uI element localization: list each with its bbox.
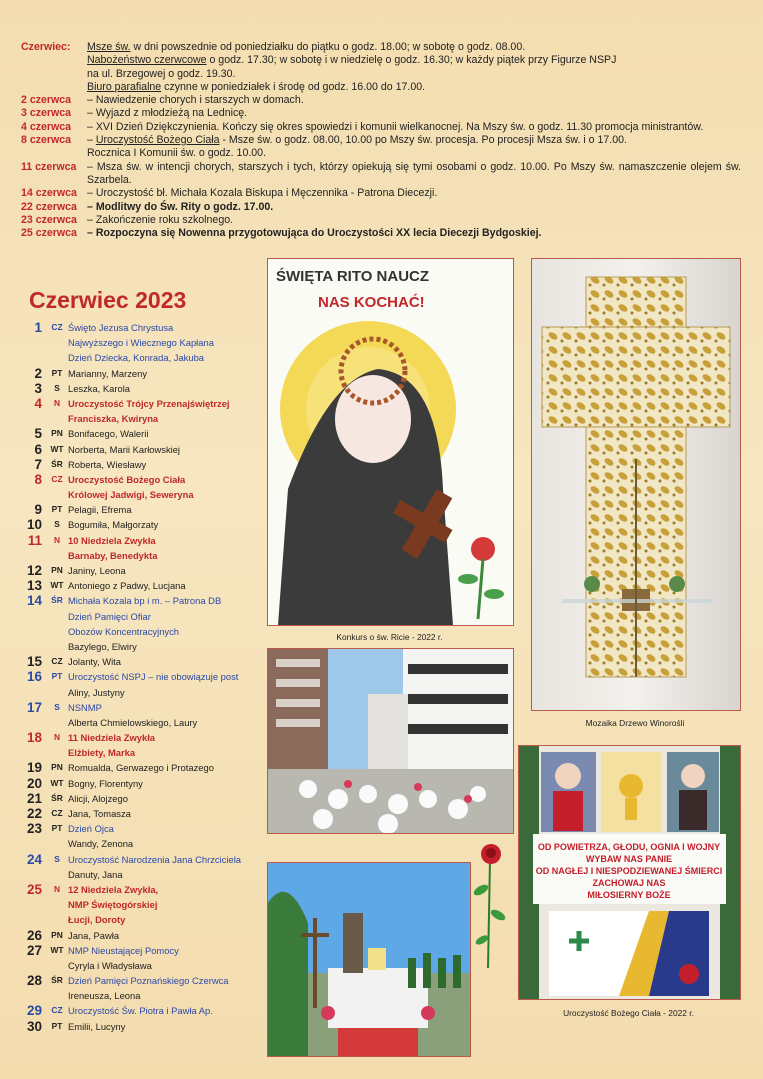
announcement-text [87, 201, 741, 214]
day-names [68, 396, 262, 426]
banner-line-4: ZACHOWAJ NAS [592, 878, 666, 888]
day-name-line: Jana, Tomasza [68, 808, 131, 819]
day-name-line: Alberta Chmielowskiego, Laury [68, 716, 198, 728]
day-names [68, 366, 262, 381]
day-number: 5 [34, 426, 42, 442]
altar-garden-photo [267, 862, 471, 1057]
announcement-date [21, 54, 87, 67]
day-number: 26 [26, 927, 42, 943]
day-name-line: Wandy, Zenona [68, 838, 134, 850]
banner-line-1: OD POWIETRZA, GŁODU, OGNIA I WOJNY [537, 842, 721, 852]
day-of-week: N [53, 883, 61, 894]
mosaic-photo [531, 258, 741, 711]
day-of-week: WT [50, 944, 64, 955]
day-of-week: S [54, 701, 60, 712]
day-number: 8 [34, 471, 42, 487]
day-names [68, 442, 262, 457]
day-name-line: 11 Niedziela Zwykła [68, 732, 156, 744]
day-of-week: PT [51, 671, 63, 682]
announcement-text-part: w dni powszednie od poniedziałku do piątku o godz. 18.00; w sobotę o godz. 08.00. [130, 41, 526, 53]
day-name-line: Uroczystość Św. Piotra i Pawła Ap. [68, 1005, 213, 1017]
day-number: 7 [34, 456, 42, 472]
announcement-text-part: – Modlitwy do Św. Rity o godz. 17.00. [87, 200, 274, 213]
day-number: 22 [26, 806, 42, 821]
announcement-text-part: Uroczystość Bożego Ciała [95, 134, 220, 147]
calendar-day [22, 928, 262, 943]
day-of-week: PN [51, 565, 63, 575]
day-number: 13 [26, 578, 42, 594]
day-name-line: NSNMP [68, 701, 102, 713]
day-name-line: Romualda, Gerwazego i Protazego [68, 762, 214, 774]
day-number: 17 [26, 699, 42, 715]
day-names [68, 806, 262, 821]
day-name-line: 10 Niedziela Zwykła [68, 534, 156, 546]
day-of-week: ŚR [51, 458, 63, 469]
day-number: 20 [26, 775, 42, 791]
day-name-line: Królowej Jadwigi, Seweryna [68, 489, 194, 501]
rita-drawing-photo [267, 258, 514, 626]
day-names [68, 973, 262, 1003]
day-of-week: S [54, 519, 60, 530]
announcement-date: 23 czerwca [21, 213, 77, 226]
day-name-line: Janiny, Leona [68, 565, 126, 576]
day-names [68, 882, 262, 928]
day-name-line: Cyryla i Władysława [68, 959, 152, 971]
calendar-day [22, 882, 262, 928]
rita-drawing-image [268, 259, 513, 625]
announcement-date [21, 147, 87, 160]
announcement-text [87, 54, 741, 67]
caption-corpus-christi: Uroczystość Bożego Ciała - 2022 r. [563, 1008, 694, 1018]
day-names [68, 730, 262, 760]
announcements [21, 41, 741, 240]
day-number: 25 [26, 881, 42, 897]
announcement-text [87, 94, 741, 107]
calendar-day [22, 381, 262, 396]
announcement-date: 11 czerwca [21, 160, 77, 173]
day-names [68, 533, 262, 563]
day-number: 9 [34, 502, 42, 518]
announcement-text-part: – Nawiedzenie chorych i starszych w domach. [87, 94, 304, 107]
calendar-day [22, 654, 262, 669]
announcement-date [21, 68, 87, 81]
day-name-line: Bogny, Florentyny [68, 777, 143, 789]
banner-line-2: WYBAW NAS PANIE [585, 854, 673, 864]
announcement-text-part: czynne w poniedziałek i środę od godz. 16.00 do 17.00. [161, 80, 426, 93]
day-number: 24 [26, 851, 42, 867]
announcement-text-part: Rocznica I Komunii św. o godz. 10.00. [87, 147, 267, 160]
day-of-week: PT [51, 504, 63, 515]
day-name-line: Uroczystość Bożego Ciała [68, 473, 186, 485]
day-names [68, 700, 262, 730]
day-number: 18 [26, 730, 42, 746]
calendar-day [22, 730, 262, 760]
announcement-text-part: Msze św. [87, 41, 131, 53]
announcement-text-part: – Rozpoczyna się Nowenna przygotowująca do Uroczystości XX lecia Diecezji Bydgoskiej. [87, 227, 542, 240]
day-names [68, 654, 262, 669]
day-number: 16 [26, 669, 42, 685]
calendar-day [22, 973, 262, 1003]
day-names [68, 821, 262, 851]
announcement-text-part: – [87, 134, 96, 147]
day-of-week: PT [51, 1020, 63, 1031]
day-number: 30 [26, 1018, 42, 1034]
day-names [68, 578, 262, 593]
announcement-text [87, 227, 741, 240]
day-name-line: Łucji, Doroty [68, 914, 126, 926]
day-of-week: PN [51, 929, 63, 940]
day-names [68, 943, 262, 973]
day-of-week: PT [51, 367, 63, 378]
day-of-week: PN [51, 762, 63, 773]
day-names [68, 852, 262, 882]
day-name-line: Uroczystość Narodzenia Jana Chrzciciela [68, 853, 241, 865]
calendar-day [22, 578, 262, 593]
calendar-title: Czerwiec 2023 [29, 287, 187, 313]
day-name-line: Jana, Pawła [68, 929, 120, 941]
calendar-day [22, 791, 262, 806]
calendar-day [22, 472, 262, 502]
announcement-text [87, 187, 741, 200]
announcement-date: Czerwiec: [21, 41, 71, 53]
procession-image [268, 649, 513, 833]
announcement-row [21, 134, 741, 147]
day-of-week: WT [50, 443, 64, 454]
day-of-week: S [54, 382, 60, 393]
mosaic-image [532, 259, 740, 710]
day-of-week: S [54, 853, 60, 864]
calendar-day [22, 1019, 262, 1034]
day-number: 1 [34, 320, 42, 335]
procession-photo [267, 648, 514, 834]
calendar-day [22, 760, 262, 775]
announcement-row [21, 81, 741, 94]
announcement-date: 2 czerwca [21, 94, 72, 107]
announcement-text-part: Biuro parafialne [87, 80, 162, 93]
announcement-text-part: – Uroczystość bł. Michała Kozala Biskupa i Męczennika - Patrona Diecezji. [87, 187, 438, 200]
announcement-text-part: o godz. 17.30; w sobotę i w niedzielę o godz. 16.30; w każdy piątek przy Figurze NSPJ [206, 54, 617, 67]
day-name-line: Najwyższego i Wiecznego Kapłana [68, 337, 214, 349]
day-names [68, 791, 262, 806]
day-name-line: Franciszka, Kwiryna [68, 413, 159, 425]
day-name-line: 12 Niedziela Zwykła, [68, 883, 159, 895]
announcement-date: 4 czerwca [21, 120, 72, 133]
day-name-line: Barnaby, Benedykta [68, 549, 158, 561]
day-name-line: Dzień Ojca [68, 823, 114, 835]
calendar-day [22, 457, 262, 472]
day-names [68, 928, 262, 943]
announcement-row [21, 214, 741, 227]
day-names [68, 563, 262, 578]
announcement-row [21, 227, 741, 240]
day-of-week: WT [50, 777, 64, 788]
announcement-date: 25 czerwca [21, 227, 77, 240]
announcement-row [21, 201, 741, 214]
announcement-text-part: Nabożeństwo czerwcowe [87, 54, 207, 67]
day-names [68, 669, 262, 699]
day-name-line: Bogumiła, Małgorzaty [68, 519, 159, 531]
day-of-week: N [53, 732, 61, 743]
caption-rita: Konkurs o św. Ricie - 2022 r. [336, 632, 443, 642]
announcement-row [21, 121, 741, 134]
day-of-week: ŚR [51, 792, 63, 803]
day-name-line: Bazylego, Elwiry [68, 640, 137, 652]
day-of-week: ŚR [51, 595, 63, 606]
announcement-text-part: – Zakończenie roku szkolnego. [87, 213, 234, 226]
day-names [68, 320, 262, 366]
announcement-text-part: – XVI Dzień Dziękczynienia. Kończy się okres spowiedzi i komunii wielkanocnej. Na Mszy św. o godz. 11.30 promocja ministrantów. [87, 120, 704, 133]
rose-icon [470, 840, 510, 970]
day-name-line: Dzień Dziecka, Konrada, Jakuba [68, 352, 205, 364]
day-of-week: WT [50, 580, 64, 591]
calendar-day [22, 700, 262, 730]
day-number: 12 [26, 563, 42, 578]
day-number: 23 [26, 821, 42, 837]
day-name-line: NMP Nieustającej Pomocy [68, 944, 179, 956]
announcement-text [87, 68, 741, 81]
day-name-line: Danuty, Jana [68, 868, 123, 880]
announcement-row [21, 147, 741, 160]
announcement-text-part: na ul. Brzegowej o godz. 19.30. [87, 67, 236, 80]
announcement-text [87, 147, 741, 160]
calendar-day [22, 396, 262, 426]
day-names [68, 776, 262, 791]
day-of-week: CZ [51, 808, 63, 818]
announcement-text [87, 161, 741, 188]
day-names [68, 1003, 262, 1018]
announcement-text-part: – Wyjazd z młodzieżą na Lednicę. [87, 107, 248, 120]
caption-mosaic: Mozaika Drzewo Winorośli [585, 718, 685, 728]
day-name-line: Alicji, Alojzego [68, 792, 128, 804]
day-of-week: N [53, 397, 61, 408]
calendar-list [22, 320, 262, 1034]
calendar-day [22, 1003, 262, 1018]
day-of-week: CZ [51, 473, 63, 484]
day-number: 14 [26, 593, 42, 609]
day-name-line: Marianny, Marzeny [68, 367, 148, 379]
day-name-line: Aliny, Justyny [68, 686, 125, 698]
day-of-week: CZ [51, 1005, 63, 1016]
day-name-line: Roberta, Wiesławy [68, 458, 147, 470]
day-names [68, 502, 262, 517]
day-name-line: Bonifacego, Walerii [68, 428, 149, 440]
announcement-date: 8 czerwca [21, 134, 72, 147]
day-name-line: Uroczystość NSPJ – nie obowiązuje post [68, 671, 239, 683]
day-name-line: Uroczystość Trójcy Przenajświętrzej [68, 397, 230, 409]
calendar-day [22, 502, 262, 517]
day-name-line: Michała Kozala bp i m. – Patrona DB [68, 595, 222, 607]
day-of-week: CZ [51, 322, 63, 332]
day-names [68, 517, 262, 532]
announcement-text [87, 107, 741, 120]
banner-line-5: MIŁOSIERNY BOŻE [587, 890, 671, 900]
corpus-christi-altar-image [519, 746, 740, 999]
day-name-line: Obozów Koncentracyjnych [68, 625, 179, 637]
day-number: 28 [26, 973, 42, 989]
day-name-line: Dzień Pamięci Ofiar [68, 610, 151, 622]
calendar-day [22, 852, 262, 882]
day-name-line: Leszka, Karola [68, 382, 131, 394]
day-names [68, 381, 262, 396]
day-number: 6 [34, 441, 42, 457]
calendar-day [22, 533, 262, 563]
day-of-week: ŚR [51, 975, 63, 986]
calendar-day [22, 593, 262, 654]
day-name-line: Dzień Pamięci Poznańskiego Czerwca [68, 975, 229, 987]
altar-garden-image [268, 863, 470, 1056]
day-number: 11 [27, 532, 42, 548]
announcement-text [87, 81, 741, 94]
day-number: 29 [26, 1003, 42, 1019]
calendar-day [22, 426, 262, 441]
day-name-line: Antoniego z Padwy, Lucjana [68, 580, 186, 592]
announcement-date: 14 czerwca [21, 187, 77, 200]
day-name-line: Elżbiety, Marka [68, 747, 136, 759]
day-number: 10 [26, 517, 42, 533]
banner-line-3: OD NAGŁEJ I NIESPODZIEWANEJ ŚMIERCI [535, 866, 723, 876]
calendar-day [22, 366, 262, 381]
day-name-line: Pelagii, Efrema [68, 504, 132, 516]
calendar-day [22, 669, 262, 699]
announcement-text [87, 134, 741, 147]
announcement-row [21, 68, 741, 81]
day-name-line: Emilii, Lucyny [68, 1020, 126, 1032]
announcement-row [21, 187, 741, 200]
day-names [68, 593, 262, 654]
day-number: 4 [34, 395, 42, 411]
day-name-line: NMP Świętogórskiej [68, 899, 158, 911]
drawing-text-1: ŚWIĘTA RITO NAUCZ [276, 268, 430, 285]
day-number: 2 [34, 365, 42, 381]
day-of-week: PN [51, 428, 63, 439]
day-names [68, 1019, 262, 1034]
announcement-row [21, 54, 741, 67]
day-name-line: Jolanty, Wita [68, 656, 121, 668]
day-number: 19 [26, 760, 42, 776]
announcement-text [87, 121, 741, 134]
day-names [68, 472, 262, 502]
day-number: 3 [34, 380, 42, 396]
day-name-line: Norberta, Marii Karłowskiej [68, 443, 181, 455]
corpus-christi-altar-photo [518, 745, 741, 1000]
day-names [68, 457, 262, 472]
day-of-week: PT [51, 823, 63, 834]
calendar-day [22, 320, 262, 366]
announcement-date: 3 czerwca [21, 107, 72, 120]
announcement-date: 22 czerwca [21, 200, 77, 213]
announcement-row [21, 41, 741, 54]
calendar-day [22, 776, 262, 791]
day-of-week: N [53, 534, 61, 545]
calendar-day [22, 821, 262, 851]
day-name-line: Święto Jezusa Chrystusa [68, 322, 174, 333]
calendar-day [22, 442, 262, 457]
announcement-date [21, 81, 87, 94]
calendar-day [22, 806, 262, 821]
calendar-day [22, 943, 262, 973]
day-number: 21 [26, 790, 42, 806]
announcement-text-part: - Msze św. o godz. 08.00, 10.00 po Mszy św. procesja. Po procesji Msza św. i o 17.00. [219, 134, 627, 147]
calendar-day [22, 563, 262, 578]
rose-decoration [470, 840, 510, 970]
day-names [68, 760, 262, 775]
announcement-row [21, 107, 741, 120]
announcement-row [21, 94, 741, 107]
day-names [68, 426, 262, 441]
day-number: 15 [26, 654, 42, 670]
announcement-row [21, 161, 741, 188]
day-number: 27 [26, 942, 42, 958]
calendar-day [22, 517, 262, 532]
announcement-text [87, 214, 741, 227]
day-of-week: CZ [51, 656, 63, 667]
drawing-text-2: NAS KOCHAĆ! [318, 294, 425, 311]
day-name-line: Ireneusza, Leona [68, 990, 141, 1002]
announcement-text-part: – Msza św. w intencji chorych, starszych i tych, którzy opiekują się tymi osobami o godz. 10.00. Po Mszy św. namaszczenie olejem św. Szarbela. [87, 160, 741, 186]
announcement-text [87, 41, 741, 54]
